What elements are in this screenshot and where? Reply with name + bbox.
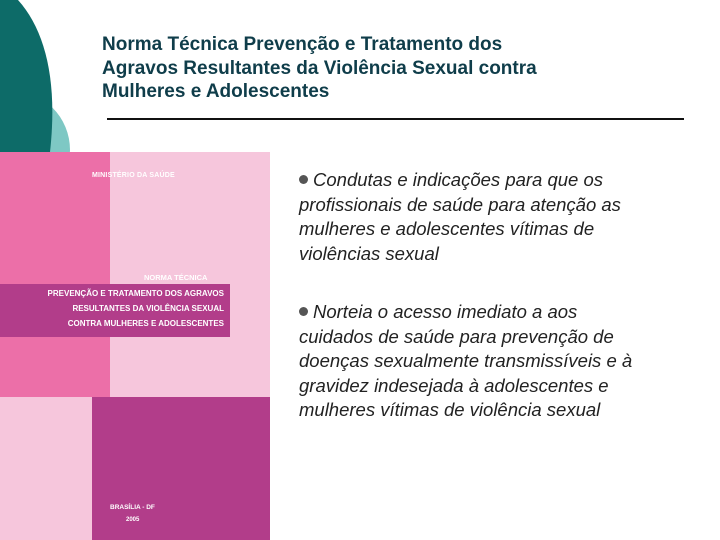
bullet-list [299, 168, 704, 423]
bullet-line: cuidados de saúde para prevenção de [299, 325, 614, 347]
slide-title-line: Agravos Resultantes da Violência Sexual contra [102, 57, 537, 79]
bullet-line: mulheres e adolescentes vítimas de [299, 218, 595, 239]
bullet-item [299, 168, 704, 266]
bullet-line-first [299, 168, 704, 193]
slide-title-line: Mulheres e Adolescentes [102, 81, 330, 102]
bullet-line: violências sexual [299, 242, 439, 264]
cover-year-label: 2005 [126, 517, 140, 523]
teal-decoration [0, 0, 110, 160]
bullet-line: doenças sexualmente transmissíveis e à [299, 350, 633, 371]
bullet-line: Norteia o acesso imediato a aos [313, 301, 578, 322]
slide-title-line: Norma Técnica Prevenção e Tratamento dos [102, 34, 503, 55]
cover-title-line: CONTRA MULHERES E ADOLESCENTES [67, 319, 224, 328]
cover-title-band [0, 284, 230, 337]
document-cover-image [0, 152, 270, 540]
bullet-line-first [299, 300, 704, 325]
slide-title [102, 33, 692, 104]
bullet-dot-icon [299, 307, 308, 316]
cover-title-line: RESULTANTES DA VIOLÊNCIA SEXUAL [72, 304, 224, 313]
bullet-line: mulheres vítimas de violência sexual [299, 399, 601, 420]
title-divider [107, 118, 684, 120]
cover-ministry-label: MINISTÉRIO DA SAÚDE [92, 172, 175, 179]
cover-pink-block [0, 152, 110, 397]
bullet-line: gravidez indesejada à adolescentes e [299, 374, 609, 396]
cover-magenta-block [92, 397, 270, 540]
bullet-line: Condutas e indicações para que os [313, 169, 604, 190]
bullet-line: profissionais de saúde para atenção as [299, 193, 621, 215]
bullet-dot-icon [299, 175, 308, 184]
cover-norma-label: NORMA TÉCNICA [144, 273, 208, 282]
teal-dark-shape [0, 0, 52, 152]
cover-light-block-bottom [0, 397, 92, 540]
bullet-item [299, 300, 704, 423]
cover-city-label: BRASÍLIA - DF [110, 504, 155, 511]
cover-title-line: PREVENÇÃO E TRATAMENTO DOS AGRAVOS [47, 289, 224, 298]
